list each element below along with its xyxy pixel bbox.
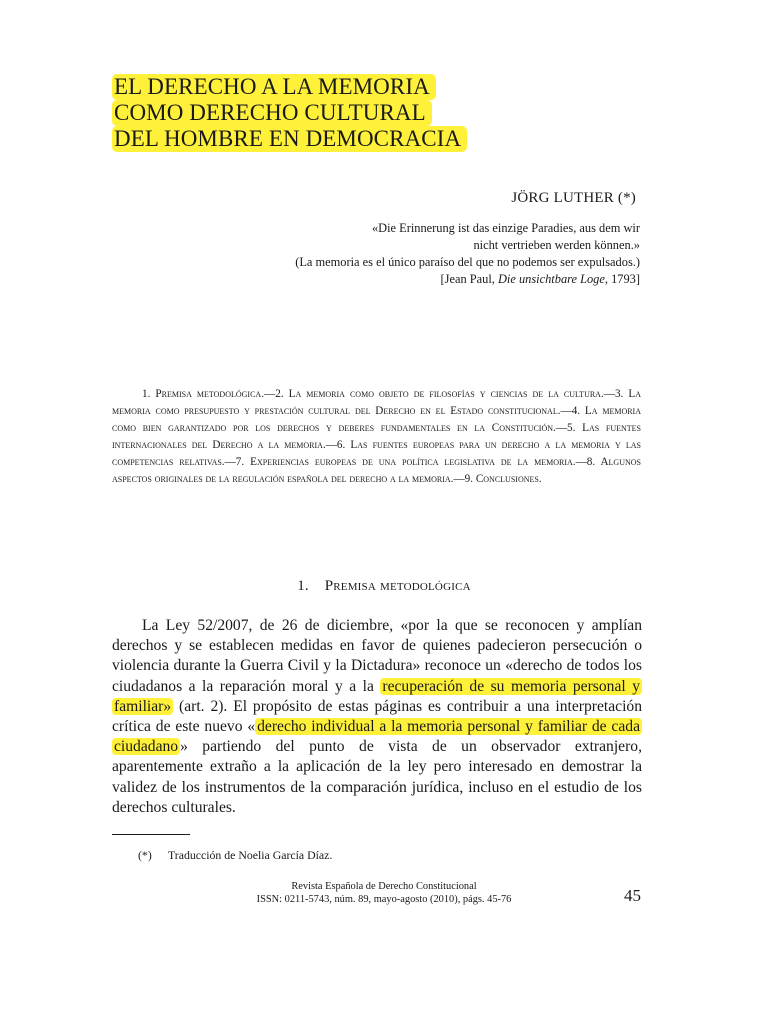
- title-line-3: DEL HOMBRE EN DEMOCRACIA: [112, 126, 467, 152]
- toc-text: 1. Premisa metodológica.—2. La memoria como objeto de filosofías y ciencias de la cultura.—3. La memoria como presupuesto y prestación cultural del Derecho en el Estado constitucional.—4. La memoria como bien garantizado por los derechos y deberes fundamentales en la Constitución.—5. Las fuentes internacionales del Derecho a la memoria.—6. Las fuentes europeas para un derecho a la memoria y las competencias relativas.—7. Experiencias europeas de una política legislativa de la memoria.—8. Algunos aspectos originales de la regulación española del derecho a la memoria.—9. Conclusiones.: [112, 388, 641, 486]
- section-title: Premisa metodológica: [324, 578, 471, 594]
- epigraph-source: [Jean Paul, Die unsichtbare Loge, 1793]: [440, 272, 640, 286]
- journal-issue: ISSN: 0211-5743, núm. 89, mayo-agosto (2010), págs. 45-76: [256, 894, 512, 905]
- paragraph: La Ley 52/2007, de 26 de diciembre, «por la que se reconocen y amplían derechos y se establecen medidas en favor de quienes padecieron persecución o violencia durante la Guerra Civil y la Dictadura» reconoce un «derecho de todos los ciudadanos a la reparación moral y a la recuperación de su memoria personal y familiar» (art. 2). El propósito de estas páginas es contribuir a una interpretación crítica de este nuevo « derecho individual a la memoria personal y familiar de cada ciudadano » partiendo del punto de vista de un observador extranjero, aparentemente extraño a la aplicación de la ley pero interesado en demostrar la validez de los instrumentos de la comparación jurídica, incluso en el estudio de los derechos culturales.: [112, 617, 642, 816]
- author-name: JÖRG LUTHER (*): [511, 190, 636, 206]
- epigraph-line-1: «Die Erinnerung ist das einzige Paradies, aus dem wir: [371, 221, 640, 235]
- table-of-contents: [112, 386, 641, 489]
- section-heading: [0, 578, 768, 595]
- footnote-divider: [112, 834, 190, 835]
- highlight-derecho-individual: derecho individual a la memoria personal y familiar de cada ciudadano: [114, 718, 640, 756]
- epigraph-translation: (La memoria es el único paraíso del que no podemos ser expulsados.): [295, 255, 640, 269]
- journal-info: [0, 880, 768, 906]
- epigraph-source-work: Die unsichtbare Loge: [497, 272, 605, 286]
- page-number: 45: [624, 886, 641, 905]
- title-line-1: EL DERECHO A LA MEMORIA: [112, 74, 436, 100]
- article-title: [112, 74, 532, 152]
- epigraph-line-2: nicht vertrieben werden können.»: [473, 238, 640, 252]
- body-text: [112, 616, 642, 818]
- section-number: 1.: [297, 578, 309, 594]
- journal-name: Revista Española de Derecho Constitucional: [291, 881, 477, 892]
- highlight-memoria-personal: recuperación de su memoria personal y familiar»: [114, 677, 640, 715]
- footnote-text: Traducción de Noelia García Díaz.: [168, 848, 333, 862]
- epigraph: [200, 220, 640, 288]
- footnote: [138, 848, 332, 863]
- footnote-mark: (*): [138, 848, 152, 862]
- title-line-2: COMO DERECHO CULTURAL: [112, 100, 432, 126]
